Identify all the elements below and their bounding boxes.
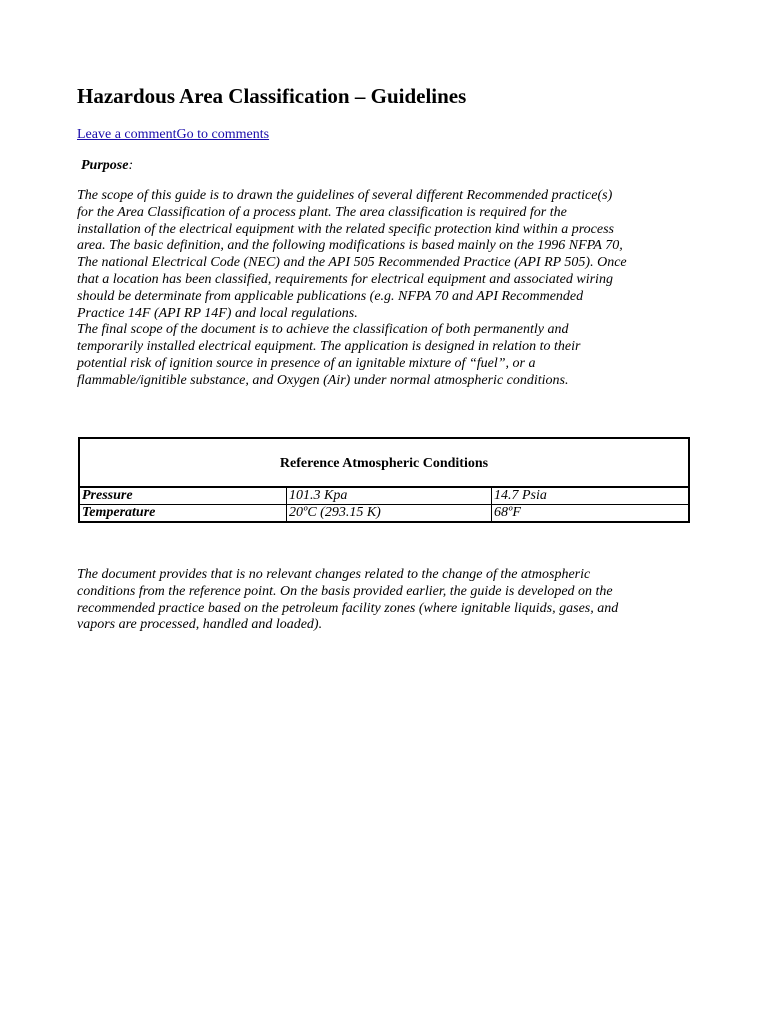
temperature-metric-cell: 20ºC (293.15 K) (287, 505, 492, 523)
table-caption: Reference Atmospheric Conditions (79, 438, 689, 487)
paragraph-line: recommended practice based on the petroleum facility zones (where ignitable liquids, gases, and (77, 600, 619, 616)
row-label-temperature: Temperature (79, 505, 287, 523)
paragraph-line: potential risk of ignition source in presence of an ignitable mixture of “fuel”, or a (77, 355, 536, 371)
paragraph-line: The final scope of the document is to achieve the classification of both permanently and (77, 322, 569, 338)
purpose-label: Purpose (81, 158, 129, 173)
paragraph-line: flammable/ignitible substance, and Oxygen (Air) under normal atmospheric conditions. (77, 372, 569, 388)
purpose-heading (81, 157, 133, 175)
temperature-imperial-cell: 68ºF (492, 505, 690, 523)
go-to-comments-link[interactable]: Go to comments (176, 127, 270, 142)
table-row (79, 487, 689, 505)
paragraph-line: temporarily installed electrical equipment. The application is designed in relation to their (77, 339, 581, 355)
paragraph-line: that a location has been classified, requirements for electrical equipment and associated wiring (77, 271, 613, 287)
paragraph-line: area. The basic definition, and the following modifications is based mainly on the 1996 NFPA 70, (77, 238, 623, 254)
reference-conditions-table (78, 437, 690, 523)
comment-links (77, 126, 269, 144)
paragraph-line: The scope of this guide is to drawn the guidelines of several different Recommended practice(s) (77, 188, 613, 203)
paragraph-line: conditions from the reference point. On the basis provided earlier, the guide is developed on the (77, 583, 613, 599)
paragraph-line: should be determinate from applicable publications (e.g. NFPA 70 and API Recommended (77, 288, 584, 304)
purpose-colon: : (128, 158, 134, 173)
table-caption-row (79, 438, 689, 487)
paragraph-line: vapors are processed, handled and loaded). (77, 617, 323, 633)
row-label-pressure: Pressure (79, 487, 287, 505)
purpose-paragraph (77, 188, 691, 390)
paragraph-line: Practice 14F (API RP 14F) and local regulations. (77, 305, 358, 321)
paragraph-line: The document provides that is no relevant changes related to the change of the atmospheric (77, 567, 591, 582)
paragraph-line: installation of the electrical equipment with the related specific protection kind within a process (77, 221, 614, 237)
pressure-imperial-cell: 14.7 Psia (492, 487, 690, 505)
pressure-metric-cell: 101.3 Kpa (287, 487, 492, 505)
conditions-paragraph (77, 567, 691, 634)
paragraph-line: for the Area Classification of a process plant. The area classification is required for the (77, 204, 567, 220)
table-row (79, 505, 689, 523)
page-title: Hazardous Area Classification – Guidelines (77, 84, 467, 108)
paragraph-line: The national Electrical Code (NEC) and the API 505 Recommended Practice (API RP 505). Once (77, 255, 627, 271)
leave-comment-link[interactable]: Leave a comment (77, 127, 177, 142)
